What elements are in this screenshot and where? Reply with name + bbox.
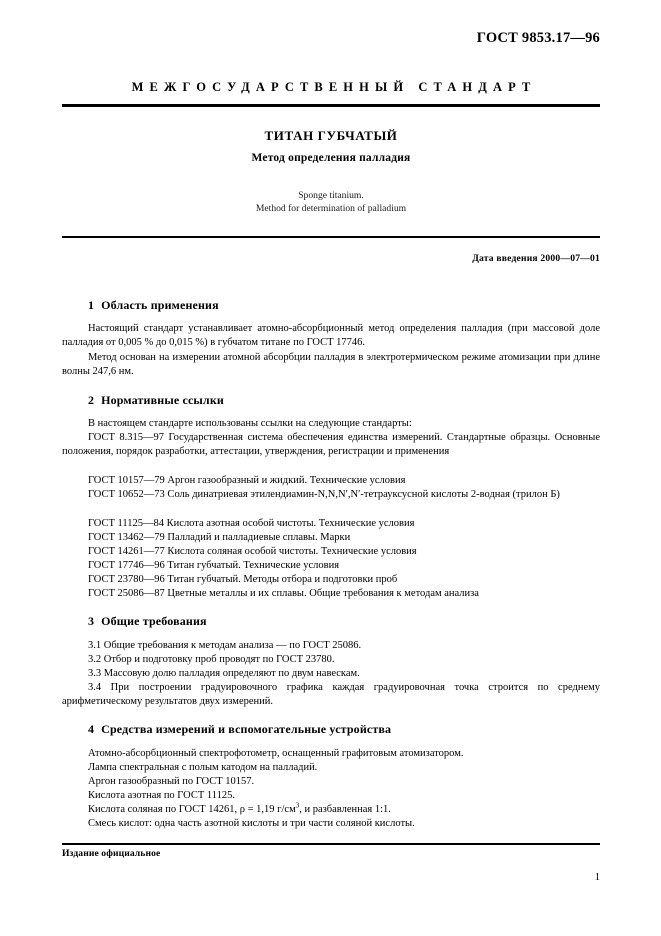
hydrochloric-acid-text-before: Кислота соляная по ГОСТ 14261, ρ = 1,19 г/см xyxy=(88,804,296,815)
footer-rule xyxy=(62,843,600,845)
reference-gost-10652: ГОСТ 10652—73 Соль динатриевая этилендиамин-N,N,N′,N′-тетрауксусной кислоты 2-водная (трилон Б) xyxy=(88,489,560,500)
clause-3-4: 3.4 При построении градуировочного графика каждая градуировочная точка строится по среднему арифметическому результатов двух измерений. xyxy=(62,682,600,708)
section-heading-3 xyxy=(88,614,207,629)
section-number-3: 3 xyxy=(88,614,95,628)
title-block-rule xyxy=(62,236,600,238)
section-1-paragraph-1: Настоящий стандарт устанавливает атомно-абсорбционный метод определения палладия (при массовой доле палладия от 0,005 % до 0,015 %) в губчатом титане по ГОСТ 17746. xyxy=(62,323,600,349)
section-number-4: 4 xyxy=(88,722,95,736)
section-heading-4 xyxy=(88,722,391,737)
equipment-item-lamp: Лампа спектральная с полым катодом на палладий. xyxy=(88,762,318,773)
title-english-line-1: Sponge titanium. xyxy=(298,190,364,201)
hydrochloric-acid-text-after: , и разбавленная 1:1. xyxy=(299,804,391,815)
equipment-item-argon: Аргон газообразный по ГОСТ 10157. xyxy=(88,776,255,787)
reference-gost-13462: ГОСТ 13462—79 Палладий и палладиевые сплавы. Марки xyxy=(88,532,351,543)
section-heading-2 xyxy=(88,393,224,408)
reference-gost-25086: ГОСТ 25086—87 Цветные металлы и их сплавы. Общие требования к методам анализа xyxy=(88,588,479,599)
gost-number: ГОСТ 9853.17—96 xyxy=(476,30,600,46)
section-number-1: 1 xyxy=(88,298,95,312)
standard-kind-heading: МЕЖГОСУДАРСТВЕННЫЙ СТАНДАРТ xyxy=(131,80,537,94)
section-2-lead-in: В настоящем стандарте использованы ссылки на следующие стандарты: xyxy=(88,418,412,429)
page-number: 1 xyxy=(594,872,600,883)
section-title-2: Нормативные ссылки xyxy=(101,393,224,407)
section-number-2: 2 xyxy=(88,393,95,407)
reference-gost-11125: ГОСТ 11125—84 Кислота азотная особой чистоты. Технические условия xyxy=(88,518,415,529)
clause-3-2: 3.2 Отбор и подготовку проб проводят по ГОСТ 23780. xyxy=(88,654,335,665)
section-title-3: Общие требования xyxy=(101,614,207,628)
reference-gost-17746: ГОСТ 17746—96 Титан губчатый. Технические условия xyxy=(88,560,340,571)
header-rule xyxy=(62,104,600,107)
reference-gost-14261: ГОСТ 14261—77 Кислота соляная особой чистоты. Технические условия xyxy=(88,546,417,557)
reference-gost-23780: ГОСТ 23780—96 Титан губчатый. Методы отбора и подготовки проб xyxy=(88,574,398,585)
section-title-4: Средства измерений и вспомогательные устройства xyxy=(101,722,392,736)
introduction-date: Дата введения 2000—07—01 xyxy=(472,253,600,264)
equipment-item-spectrophotometer: Атомно-абсорбционный спектрофотометр, оснащенный графитовым атомизатором. xyxy=(88,748,464,759)
section-title-1: Область применения xyxy=(101,298,219,312)
clause-3-3: 3.3 Массовую долю палладия определяют по двум навескам. xyxy=(88,668,360,679)
document-title-english xyxy=(62,190,600,215)
title-english-line-2: Method for determination of palladium xyxy=(255,202,407,214)
reference-gost-10157: ГОСТ 10157—79 Аргон газообразный и жидкий. Технические условия xyxy=(88,475,406,486)
clause-3-1: 3.1 Общие требования к методам анализа — по ГОСТ 25086. xyxy=(88,640,362,651)
section-1-paragraph-2: Метод основан на измерении атомной абсорбции палладия в электротермическом режиме атомизации при длине волны 247,6 нм. xyxy=(62,352,600,378)
cubic-centimetre-exponent: 3 xyxy=(295,801,300,810)
official-edition-note: Издание официальное xyxy=(62,848,161,859)
document-title: ТИТАН ГУБЧАТЫЙ xyxy=(264,128,398,143)
reference-gost-8315: ГОСТ 8.315—97 Государственная система обеспечения единства измерений. Стандартные образцы. Основные положения, порядок разработки, аттестации, утверждения, регистрации и применения xyxy=(62,432,600,458)
section-heading-1 xyxy=(88,298,219,313)
equipment-item-acid-mixture: Смесь кислот: одна часть азотной кислоты и три части соляной кислоты. xyxy=(88,818,415,829)
equipment-item-nitric-acid: Кислота азотная по ГОСТ 11125. xyxy=(88,790,235,801)
document-subtitle: Метод определения палладия xyxy=(251,152,411,164)
equipment-item-hydrochloric-acid xyxy=(62,803,600,817)
